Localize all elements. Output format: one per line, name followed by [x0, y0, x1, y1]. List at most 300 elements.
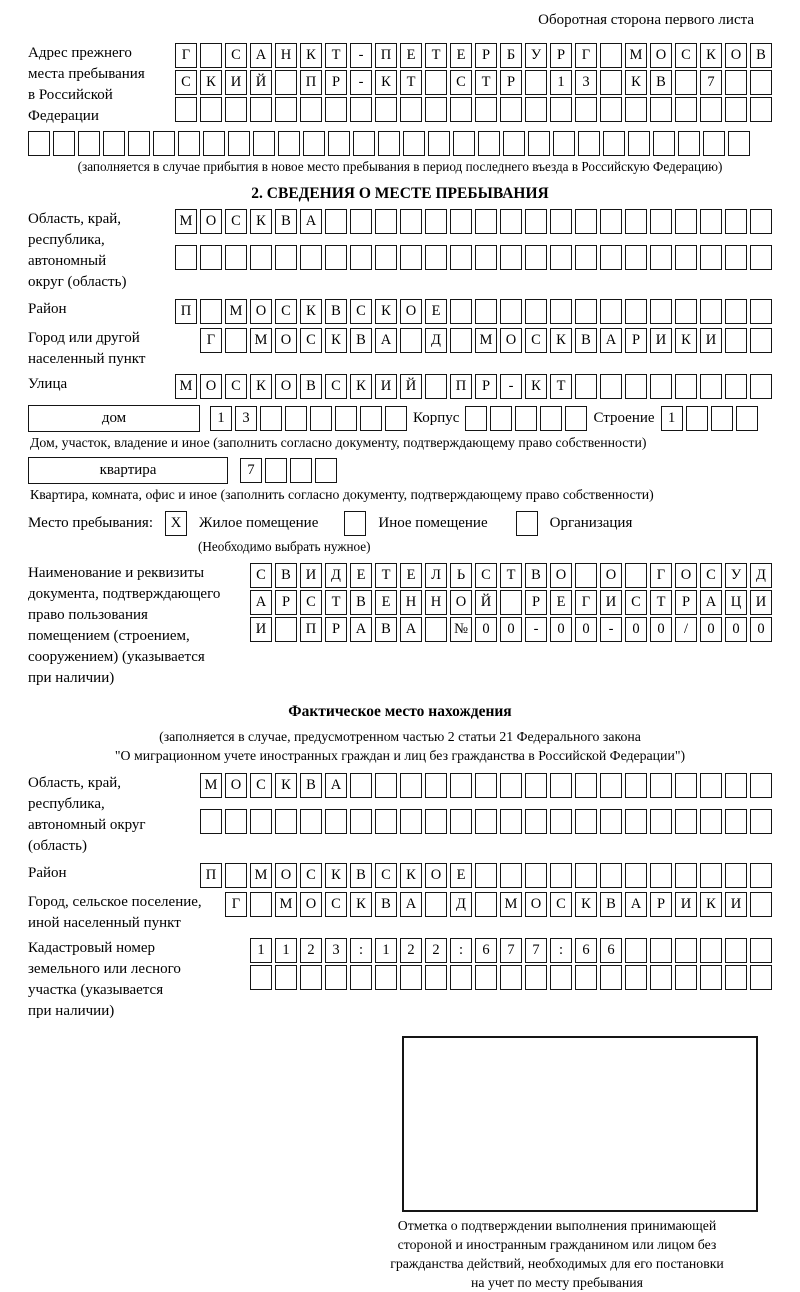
char-cell[interactable] — [278, 131, 300, 156]
char-cell[interactable]: И — [600, 590, 622, 615]
char-cell[interactable] — [275, 617, 297, 642]
char-cell[interactable] — [175, 97, 197, 122]
char-cell[interactable]: 7 — [240, 458, 262, 483]
char-cell[interactable] — [550, 245, 572, 270]
actual-city-row[interactable] — [225, 892, 772, 917]
char-cell[interactable]: П — [175, 299, 197, 324]
document-row-1[interactable] — [250, 563, 772, 588]
char-cell[interactable] — [675, 70, 697, 95]
char-cell[interactable] — [350, 245, 372, 270]
char-cell[interactable] — [675, 863, 697, 888]
char-cell[interactable]: К — [300, 299, 322, 324]
char-cell[interactable]: У — [525, 43, 547, 68]
char-cell[interactable] — [228, 131, 250, 156]
char-cell[interactable]: И — [225, 70, 247, 95]
char-cell[interactable]: 0 — [625, 617, 647, 642]
char-cell[interactable]: Т — [550, 374, 572, 399]
char-cell[interactable] — [450, 809, 472, 834]
char-cell[interactable]: В — [325, 299, 347, 324]
char-cell[interactable]: М — [475, 328, 497, 353]
char-cell[interactable]: Е — [550, 590, 572, 615]
char-cell[interactable]: 0 — [500, 617, 522, 642]
char-cell[interactable]: А — [625, 892, 647, 917]
char-cell[interactable] — [400, 97, 422, 122]
char-cell[interactable] — [350, 773, 372, 798]
char-cell[interactable]: К — [700, 43, 722, 68]
char-cell[interactable] — [300, 809, 322, 834]
char-cell[interactable] — [375, 809, 397, 834]
char-cell[interactable] — [353, 131, 375, 156]
char-cell[interactable]: А — [375, 328, 397, 353]
char-cell[interactable]: К — [350, 374, 372, 399]
char-cell[interactable] — [525, 209, 547, 234]
char-cell[interactable]: П — [300, 617, 322, 642]
char-cell[interactable]: И — [725, 892, 747, 917]
char-cell[interactable] — [550, 209, 572, 234]
char-cell[interactable]: 3 — [235, 406, 257, 431]
document-row-2[interactable] — [250, 590, 772, 615]
char-cell[interactable]: 1 — [250, 938, 272, 963]
char-cell[interactable] — [375, 209, 397, 234]
char-cell[interactable]: 6 — [600, 938, 622, 963]
char-cell[interactable]: Т — [475, 70, 497, 95]
char-cell[interactable] — [78, 131, 100, 156]
char-cell[interactable]: / — [675, 617, 697, 642]
char-cell[interactable]: П — [450, 374, 472, 399]
char-cell[interactable] — [350, 809, 372, 834]
char-cell[interactable]: А — [700, 590, 722, 615]
char-cell[interactable] — [378, 131, 400, 156]
prev-address-row-4[interactable] — [28, 131, 772, 156]
char-cell[interactable] — [600, 863, 622, 888]
char-cell[interactable] — [425, 892, 447, 917]
char-cell[interactable]: В — [350, 863, 372, 888]
char-cell[interactable] — [315, 458, 337, 483]
char-cell[interactable] — [550, 965, 572, 990]
city-row[interactable] — [200, 328, 772, 353]
char-cell[interactable]: 0 — [725, 617, 747, 642]
char-cell[interactable]: 0 — [550, 617, 572, 642]
char-cell[interactable]: М — [175, 209, 197, 234]
char-cell[interactable] — [600, 70, 622, 95]
char-cell[interactable] — [225, 809, 247, 834]
char-cell[interactable]: С — [325, 374, 347, 399]
char-cell[interactable] — [600, 245, 622, 270]
char-cell[interactable]: Е — [400, 43, 422, 68]
char-cell[interactable]: № — [450, 617, 472, 642]
char-cell[interactable] — [675, 938, 697, 963]
char-cell[interactable]: О — [200, 209, 222, 234]
char-cell[interactable] — [700, 97, 722, 122]
char-cell[interactable]: 7 — [525, 938, 547, 963]
char-cell[interactable] — [500, 299, 522, 324]
char-cell[interactable] — [275, 245, 297, 270]
char-cell[interactable] — [450, 245, 472, 270]
char-cell[interactable]: С — [475, 563, 497, 588]
char-cell[interactable] — [650, 863, 672, 888]
char-cell[interactable] — [650, 938, 672, 963]
char-cell[interactable] — [725, 97, 747, 122]
char-cell[interactable]: 1 — [210, 406, 232, 431]
char-cell[interactable] — [225, 97, 247, 122]
char-cell[interactable] — [675, 773, 697, 798]
char-cell[interactable] — [725, 70, 747, 95]
char-cell[interactable]: К — [375, 299, 397, 324]
char-cell[interactable]: Д — [750, 563, 772, 588]
char-cell[interactable] — [750, 892, 772, 917]
char-cell[interactable] — [700, 938, 722, 963]
char-cell[interactable] — [675, 374, 697, 399]
char-cell[interactable]: В — [600, 892, 622, 917]
char-cell[interactable] — [700, 299, 722, 324]
char-cell[interactable] — [575, 97, 597, 122]
char-cell[interactable]: К — [275, 773, 297, 798]
char-cell[interactable]: 1 — [275, 938, 297, 963]
char-cell[interactable]: 7 — [500, 938, 522, 963]
char-cell[interactable]: Л — [425, 563, 447, 588]
prev-address-row-2[interactable] — [175, 70, 772, 95]
char-cell[interactable]: Е — [375, 590, 397, 615]
char-cell[interactable]: 0 — [575, 617, 597, 642]
char-cell[interactable]: С — [625, 590, 647, 615]
char-cell[interactable] — [525, 809, 547, 834]
char-cell[interactable] — [300, 965, 322, 990]
char-cell[interactable]: Т — [375, 563, 397, 588]
char-cell[interactable] — [250, 97, 272, 122]
actual-region-row-2[interactable] — [200, 809, 772, 834]
char-cell[interactable]: С — [675, 43, 697, 68]
char-cell[interactable]: М — [200, 773, 222, 798]
char-cell[interactable]: К — [700, 892, 722, 917]
region-row-2[interactable] — [175, 245, 772, 270]
char-cell[interactable] — [490, 406, 512, 431]
char-cell[interactable] — [475, 299, 497, 324]
char-cell[interactable]: 3 — [325, 938, 347, 963]
char-cell[interactable]: В — [525, 563, 547, 588]
char-cell[interactable] — [103, 131, 125, 156]
char-cell[interactable] — [525, 863, 547, 888]
char-cell[interactable] — [525, 97, 547, 122]
char-cell[interactable]: В — [375, 617, 397, 642]
stroenie-row[interactable] — [661, 406, 758, 431]
char-cell[interactable]: С — [250, 773, 272, 798]
char-cell[interactable] — [625, 563, 647, 588]
char-cell[interactable] — [550, 773, 572, 798]
char-cell[interactable] — [525, 299, 547, 324]
char-cell[interactable] — [225, 863, 247, 888]
char-cell[interactable] — [675, 809, 697, 834]
char-cell[interactable] — [28, 131, 50, 156]
char-cell[interactable] — [475, 773, 497, 798]
char-cell[interactable] — [750, 299, 772, 324]
char-cell[interactable]: С — [375, 863, 397, 888]
char-cell[interactable] — [628, 131, 650, 156]
char-cell[interactable]: Т — [400, 70, 422, 95]
char-cell[interactable] — [253, 131, 275, 156]
char-cell[interactable] — [400, 328, 422, 353]
char-cell[interactable] — [200, 245, 222, 270]
char-cell[interactable]: М — [250, 328, 272, 353]
char-cell[interactable] — [400, 773, 422, 798]
char-cell[interactable] — [500, 245, 522, 270]
char-cell[interactable]: О — [450, 590, 472, 615]
house-type-box[interactable]: дом — [28, 405, 200, 432]
char-cell[interactable]: Н — [400, 590, 422, 615]
char-cell[interactable] — [325, 209, 347, 234]
char-cell[interactable]: : — [550, 938, 572, 963]
char-cell[interactable] — [725, 374, 747, 399]
char-cell[interactable]: М — [175, 374, 197, 399]
char-cell[interactable] — [725, 773, 747, 798]
char-cell[interactable] — [175, 245, 197, 270]
char-cell[interactable] — [575, 773, 597, 798]
char-cell[interactable]: 2 — [425, 938, 447, 963]
char-cell[interactable]: А — [300, 209, 322, 234]
char-cell[interactable] — [625, 299, 647, 324]
char-cell[interactable]: О — [275, 374, 297, 399]
char-cell[interactable]: В — [300, 773, 322, 798]
char-cell[interactable]: Р — [625, 328, 647, 353]
char-cell[interactable]: И — [700, 328, 722, 353]
char-cell[interactable]: И — [300, 563, 322, 588]
char-cell[interactable]: - — [350, 43, 372, 68]
char-cell[interactable]: К — [525, 374, 547, 399]
char-cell[interactable]: Н — [425, 590, 447, 615]
char-cell[interactable]: И — [675, 892, 697, 917]
char-cell[interactable] — [650, 97, 672, 122]
char-cell[interactable]: С — [325, 892, 347, 917]
char-cell[interactable] — [275, 809, 297, 834]
char-cell[interactable] — [325, 809, 347, 834]
char-cell[interactable]: К — [575, 892, 597, 917]
apartment-type-box[interactable]: квартира — [28, 457, 228, 484]
char-cell[interactable] — [350, 209, 372, 234]
char-cell[interactable] — [450, 328, 472, 353]
char-cell[interactable] — [700, 809, 722, 834]
char-cell[interactable]: В — [275, 209, 297, 234]
char-cell[interactable]: В — [350, 590, 372, 615]
char-cell[interactable]: И — [375, 374, 397, 399]
char-cell[interactable] — [725, 938, 747, 963]
char-cell[interactable] — [285, 406, 307, 431]
char-cell[interactable] — [625, 965, 647, 990]
char-cell[interactable] — [675, 245, 697, 270]
char-cell[interactable] — [625, 863, 647, 888]
char-cell[interactable] — [290, 458, 312, 483]
char-cell[interactable] — [335, 406, 357, 431]
char-cell[interactable]: К — [325, 328, 347, 353]
char-cell[interactable] — [450, 209, 472, 234]
char-cell[interactable] — [750, 70, 772, 95]
char-cell[interactable]: М — [275, 892, 297, 917]
char-cell[interactable] — [650, 299, 672, 324]
char-cell[interactable]: Р — [325, 70, 347, 95]
checkbox-organizaciya[interactable] — [516, 511, 538, 536]
char-cell[interactable]: 1 — [661, 406, 683, 431]
char-cell[interactable]: В — [575, 328, 597, 353]
char-cell[interactable] — [725, 863, 747, 888]
char-cell[interactable] — [375, 773, 397, 798]
street-row[interactable] — [175, 374, 772, 399]
char-cell[interactable]: У — [725, 563, 747, 588]
char-cell[interactable]: К — [550, 328, 572, 353]
char-cell[interactable] — [528, 131, 550, 156]
char-cell[interactable] — [403, 131, 425, 156]
char-cell[interactable] — [225, 245, 247, 270]
char-cell[interactable]: О — [275, 863, 297, 888]
char-cell[interactable]: Ь — [450, 563, 472, 588]
char-cell[interactable]: Е — [350, 563, 372, 588]
char-cell[interactable]: К — [200, 70, 222, 95]
char-cell[interactable]: В — [650, 70, 672, 95]
char-cell[interactable]: А — [250, 590, 272, 615]
char-cell[interactable]: К — [375, 70, 397, 95]
char-cell[interactable]: С — [300, 590, 322, 615]
char-cell[interactable] — [360, 406, 382, 431]
char-cell[interactable] — [650, 965, 672, 990]
char-cell[interactable] — [725, 965, 747, 990]
char-cell[interactable] — [678, 131, 700, 156]
char-cell[interactable] — [450, 299, 472, 324]
char-cell[interactable]: О — [200, 374, 222, 399]
char-cell[interactable] — [565, 406, 587, 431]
char-cell[interactable]: К — [350, 892, 372, 917]
char-cell[interactable] — [200, 809, 222, 834]
char-cell[interactable] — [53, 131, 75, 156]
char-cell[interactable]: А — [600, 328, 622, 353]
char-cell[interactable] — [725, 209, 747, 234]
char-cell[interactable] — [750, 863, 772, 888]
char-cell[interactable] — [625, 773, 647, 798]
char-cell[interactable] — [275, 965, 297, 990]
char-cell[interactable]: В — [350, 328, 372, 353]
char-cell[interactable]: А — [250, 43, 272, 68]
char-cell[interactable]: О — [250, 299, 272, 324]
char-cell[interactable]: Г — [575, 590, 597, 615]
char-cell[interactable]: К — [250, 209, 272, 234]
char-cell[interactable] — [500, 809, 522, 834]
char-cell[interactable] — [550, 299, 572, 324]
char-cell[interactable] — [475, 809, 497, 834]
char-cell[interactable] — [400, 965, 422, 990]
char-cell[interactable] — [475, 965, 497, 990]
char-cell[interactable]: Е — [400, 563, 422, 588]
char-cell[interactable]: К — [625, 70, 647, 95]
char-cell[interactable]: Р — [650, 892, 672, 917]
char-cell[interactable]: К — [675, 328, 697, 353]
char-cell[interactable] — [250, 892, 272, 917]
char-cell[interactable] — [153, 131, 175, 156]
char-cell[interactable] — [600, 374, 622, 399]
char-cell[interactable]: О — [275, 328, 297, 353]
char-cell[interactable] — [203, 131, 225, 156]
char-cell[interactable] — [700, 209, 722, 234]
char-cell[interactable]: О — [425, 863, 447, 888]
char-cell[interactable] — [500, 965, 522, 990]
char-cell[interactable]: Е — [425, 299, 447, 324]
char-cell[interactable]: В — [375, 892, 397, 917]
char-cell[interactable]: О — [650, 43, 672, 68]
checkbox-inoe[interactable] — [344, 511, 366, 536]
char-cell[interactable] — [500, 590, 522, 615]
char-cell[interactable]: М — [500, 892, 522, 917]
char-cell[interactable]: Ц — [725, 590, 747, 615]
char-cell[interactable] — [400, 245, 422, 270]
char-cell[interactable] — [600, 97, 622, 122]
char-cell[interactable] — [400, 209, 422, 234]
char-cell[interactable] — [303, 131, 325, 156]
char-cell[interactable] — [725, 245, 747, 270]
char-cell[interactable] — [575, 209, 597, 234]
char-cell[interactable]: Р — [475, 43, 497, 68]
prev-address-row-1[interactable] — [175, 43, 772, 68]
char-cell[interactable] — [310, 406, 332, 431]
char-cell[interactable]: О — [600, 563, 622, 588]
char-cell[interactable] — [625, 938, 647, 963]
char-cell[interactable]: С — [300, 328, 322, 353]
char-cell[interactable]: 3 — [575, 70, 597, 95]
char-cell[interactable] — [750, 773, 772, 798]
char-cell[interactable]: А — [350, 617, 372, 642]
char-cell[interactable] — [686, 406, 708, 431]
char-cell[interactable] — [200, 43, 222, 68]
char-cell[interactable] — [550, 863, 572, 888]
char-cell[interactable]: Р — [550, 43, 572, 68]
char-cell[interactable] — [525, 773, 547, 798]
char-cell[interactable]: О — [725, 43, 747, 68]
char-cell[interactable] — [525, 965, 547, 990]
char-cell[interactable] — [700, 773, 722, 798]
char-cell[interactable]: Г — [575, 43, 597, 68]
char-cell[interactable] — [325, 965, 347, 990]
char-cell[interactable] — [250, 965, 272, 990]
char-cell[interactable] — [375, 97, 397, 122]
char-cell[interactable]: О — [675, 563, 697, 588]
char-cell[interactable]: С — [350, 299, 372, 324]
char-cell[interactable] — [200, 299, 222, 324]
char-cell[interactable] — [425, 773, 447, 798]
char-cell[interactable] — [500, 863, 522, 888]
char-cell[interactable] — [428, 131, 450, 156]
char-cell[interactable] — [625, 209, 647, 234]
char-cell[interactable] — [525, 245, 547, 270]
char-cell[interactable] — [750, 245, 772, 270]
char-cell[interactable]: 0 — [700, 617, 722, 642]
char-cell[interactable] — [300, 97, 322, 122]
char-cell[interactable]: Р — [675, 590, 697, 615]
char-cell[interactable] — [625, 245, 647, 270]
char-cell[interactable] — [700, 374, 722, 399]
char-cell[interactable]: 0 — [750, 617, 772, 642]
char-cell[interactable] — [736, 406, 758, 431]
char-cell[interactable]: И — [650, 328, 672, 353]
char-cell[interactable]: - — [500, 374, 522, 399]
char-cell[interactable] — [465, 406, 487, 431]
char-cell[interactable] — [425, 97, 447, 122]
char-cell[interactable] — [500, 97, 522, 122]
char-cell[interactable] — [728, 131, 750, 156]
char-cell[interactable] — [375, 965, 397, 990]
char-cell[interactable] — [325, 97, 347, 122]
char-cell[interactable]: С — [300, 863, 322, 888]
district-row[interactable] — [175, 299, 772, 324]
char-cell[interactable]: Н — [275, 43, 297, 68]
char-cell[interactable] — [425, 809, 447, 834]
char-cell[interactable]: 6 — [475, 938, 497, 963]
char-cell[interactable] — [178, 131, 200, 156]
cadastral-row-1[interactable] — [250, 938, 772, 963]
char-cell[interactable] — [600, 773, 622, 798]
